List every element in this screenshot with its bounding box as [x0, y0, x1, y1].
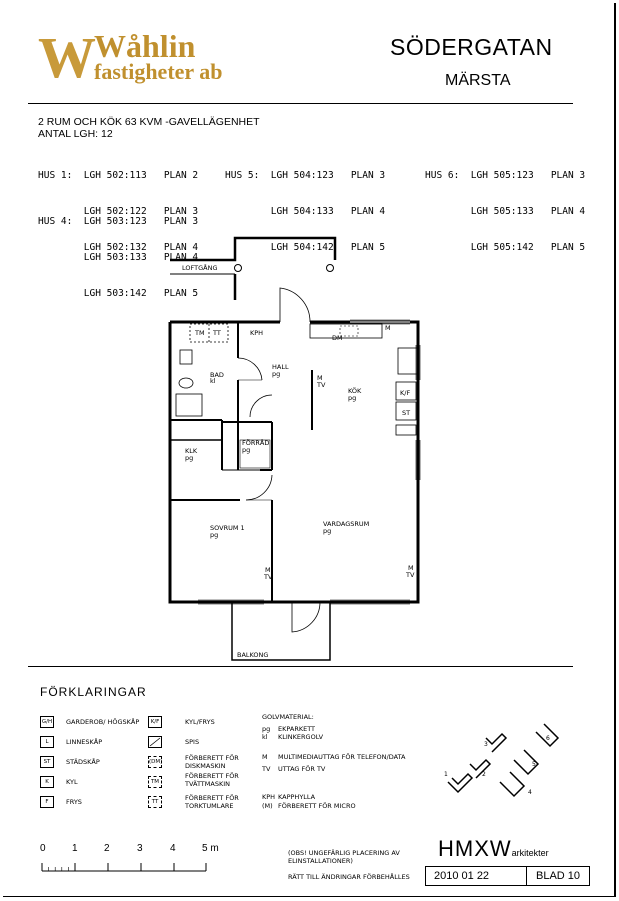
legend-text: FÖRBERETT FÖR TORKTUMLARE: [185, 794, 239, 810]
unit-row: LGH 505:142 PLAN 5: [425, 242, 586, 253]
site-number: 5: [532, 761, 536, 768]
legend-title: FÖRKLARINGAR: [40, 685, 147, 699]
label-vardag-tv: TV: [406, 571, 415, 579]
label-mtv-tv: TV: [317, 381, 326, 389]
floor-plan-drawing: [160, 230, 430, 670]
legend-code: K/F: [148, 716, 162, 728]
note-line: ELINSTALLATIONER): [288, 857, 353, 865]
sheet-number: BLAD 10: [536, 870, 581, 882]
golv-code: pg: [262, 725, 271, 733]
site-number: 6: [546, 735, 550, 742]
legend-code: ST: [40, 756, 54, 768]
legend-code: (DM): [148, 756, 162, 768]
street-title: SÖDERGATAN: [390, 34, 553, 60]
drawing-date: 2010 01 22: [434, 870, 490, 882]
house-shape: [470, 760, 490, 778]
legend-code: K: [40, 776, 54, 788]
unit-row: LGH 505:133 PLAN 4: [425, 206, 586, 217]
label-loftgang: LOFTGÅNG: [182, 264, 218, 272]
town-title: MÄRSTA: [445, 72, 511, 89]
legend-code: L: [40, 736, 54, 748]
logo-mark: W: [38, 25, 90, 90]
label-kf: K/F: [400, 389, 411, 397]
misc-code: (M): [262, 802, 273, 810]
misc-text: FÖRBERETT FÖR MICRO: [278, 802, 356, 810]
label-hall: HALL: [272, 363, 289, 371]
scale-tick: 2: [104, 843, 110, 854]
label-klk: KLK: [185, 447, 198, 455]
site-number: 1: [444, 771, 448, 778]
misc-text: KAPPHYLLA: [278, 793, 316, 801]
unit-row: HUS 5: LGH 504:123 PLAN 3: [225, 170, 386, 181]
label-sovrum: SOVRUM 1: [210, 524, 245, 532]
legend-text: KYL/FRYS: [185, 718, 215, 726]
golv-title: GOLVMATERIAL:: [262, 713, 314, 721]
unit-list-hus6: [425, 146, 585, 266]
label-mtv-m: M: [317, 374, 323, 382]
architect-name: HMXW: [438, 836, 512, 861]
unit-row: HUS 1: LGH 502:113 PLAN 2: [38, 170, 199, 181]
header-divider: [28, 103, 573, 104]
legend-code: G/H: [40, 716, 54, 728]
media-text: UTTAG FÖR TV: [278, 765, 326, 773]
legend-text: KYL: [66, 778, 78, 786]
apartment-summary: [38, 116, 260, 140]
legend-text: LINNESKÅP: [66, 738, 103, 746]
unit-row: LGH 502:132 PLAN 4: [38, 242, 199, 253]
label-sovrum-tv: TV: [264, 573, 273, 581]
scale-tick: 3: [137, 843, 143, 854]
label-sovrum-m: M: [265, 566, 271, 574]
legend-text: SPIS: [185, 738, 200, 746]
label-vardag-m: M: [408, 564, 414, 572]
unit-row: LGH 502:122 PLAN 3: [38, 206, 199, 217]
label-bad-floor: kl: [210, 377, 216, 385]
scale-tick: 0: [40, 843, 46, 854]
media-code: M: [262, 753, 268, 761]
legend-text: FÖRBERETT FÖR DISKMASKIN: [185, 754, 239, 770]
site-number: 3: [484, 741, 488, 748]
scale-tick: 4: [170, 843, 176, 854]
label-micro: M: [385, 324, 391, 332]
legend-text: GARDEROB/ HÖGSKÅP: [66, 718, 140, 726]
label-hall-floor: pg: [272, 370, 281, 378]
unit-row: LGH 503:133 PLAN 4: [38, 252, 199, 263]
note-line: RÄTT TILL ÄNDRINGAR FÖRBEHÅLLES: [288, 873, 410, 881]
unit-row: LGH 504:133 PLAN 4: [225, 206, 386, 217]
architect-logo: [438, 836, 549, 862]
label-st: ST: [402, 409, 411, 417]
logo-subtitle: fastigheter ab: [94, 59, 223, 84]
site-number: 2: [482, 771, 486, 778]
label-kok-floor: pg: [348, 394, 357, 402]
summary-count: ANTAL LGH: 12: [38, 128, 113, 140]
label-tt: TT: [213, 329, 221, 337]
legend-text: STÄDSKÅP: [66, 758, 100, 766]
house-shape: [500, 772, 524, 796]
golv-text: KLINKERGOLV: [278, 733, 324, 741]
note-line: (OBS! UNGEFÄRLIG PLACERING AV: [288, 849, 400, 857]
house-shape: [486, 734, 506, 752]
misc-code: KPH: [262, 793, 276, 801]
spis-icon: [148, 736, 162, 748]
label-klk-floor: pg: [185, 454, 194, 462]
label-vardagsrum: VARDAGSRUM: [323, 520, 370, 528]
site-key-map: [440, 712, 580, 812]
label-bad: BAD: [210, 371, 224, 379]
unit-row: HUS 6: LGH 505:123 PLAN 3: [425, 170, 586, 181]
floor-plan: [160, 230, 430, 670]
media-text: MULTIMEDIAUTTAG FÖR TELEFON/DATA: [278, 753, 406, 761]
title-block: [425, 866, 590, 886]
golv-code: kl: [262, 733, 268, 741]
legend-text: FRYS: [66, 798, 82, 806]
logo-name: Wåhlin: [94, 28, 196, 64]
unit-row: LGH 504:142 PLAN 5: [225, 242, 386, 253]
golv-text: EKPARKETT: [278, 725, 316, 733]
legend-text: FÖRBERETT FÖR TVÄTTMASKIN: [185, 772, 239, 788]
label-forrad-floor: pg: [242, 446, 251, 454]
unit-row: LGH 503:142 PLAN 5: [38, 288, 199, 299]
label-balkong: BALKONG: [237, 651, 269, 659]
scale-tick: 1: [72, 843, 78, 854]
company-logo: [38, 25, 238, 94]
label-dm: DM: [332, 334, 343, 342]
label-tm: TM: [195, 329, 205, 337]
scale-tick: 5 m: [202, 843, 219, 854]
legend-code: TM: [148, 776, 162, 788]
label-vardagsrum-floor: pg: [323, 527, 332, 535]
legend-divider: [28, 666, 573, 667]
media-code: TV: [262, 765, 271, 773]
label-forrad: FÖRRÅD: [242, 439, 270, 447]
legend-code: F: [40, 796, 54, 808]
unit-row: HUS 4: LGH 503:123 PLAN 3: [38, 216, 199, 227]
site-number: 4: [528, 789, 532, 796]
label-kph: KPH: [250, 329, 264, 337]
summary-line: 2 RUM OCH KÖK 63 KVM -GAVELLÄGENHET: [38, 116, 260, 128]
legend-code: TT: [148, 796, 162, 808]
label-kok: KÖK: [348, 387, 362, 395]
house-shape: [448, 774, 472, 792]
label-sovrum-floor: pg: [210, 531, 219, 539]
architect-suffix: arkitekter: [511, 848, 549, 858]
